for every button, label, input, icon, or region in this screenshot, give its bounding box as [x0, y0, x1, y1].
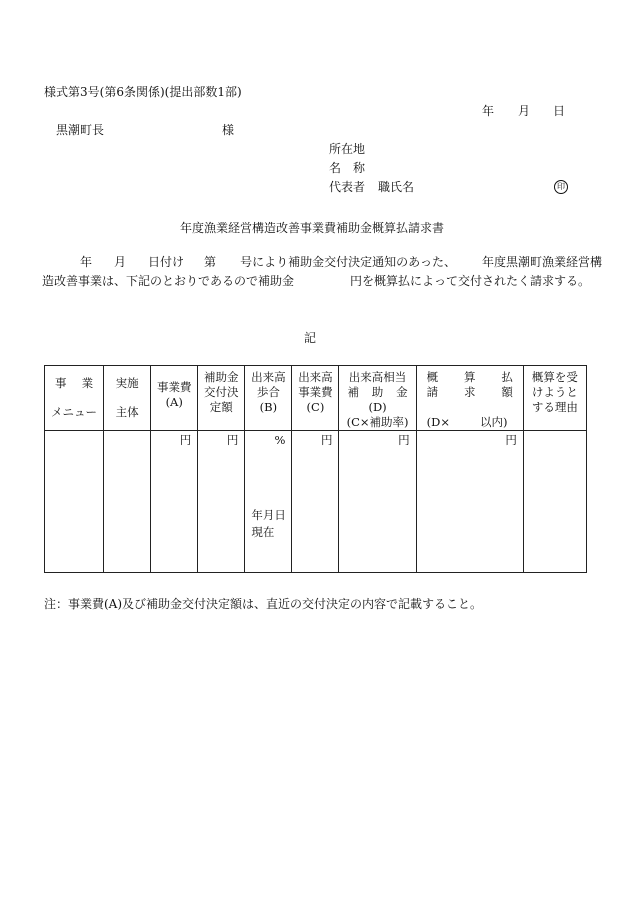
date-day-label: 日 [553, 104, 566, 118]
address-label: 所在地 [329, 142, 366, 156]
header-dekidaka-jigyohi: 出来高 事業費 (C) [292, 366, 339, 431]
document-title: 年度漁業経営構造改善事業費補助金概算払請求書 [180, 221, 445, 235]
body-year: 年 [80, 255, 93, 269]
date-year-label: 年 [482, 104, 495, 118]
cell-soto-hojokin [339, 431, 416, 573]
body-number-suffix: 号により補助金交付決定通知のあった、 [240, 255, 456, 269]
cell-jigyohi [151, 431, 198, 573]
unit-yen-soto: 円 [398, 433, 410, 447]
body-fiscal-year-text: 年度黒潮町漁業経営構造改善事業は、下記のとおりであるので補助金 [42, 255, 602, 288]
ki-heading: 記 [304, 331, 317, 345]
body-month: 月 [114, 255, 127, 269]
footnote: 注：事業費(A)及び補助金交付決定額は、直近の交付決定の内容で記載すること。 [44, 597, 483, 611]
cell-hojokin-kettei [198, 431, 245, 573]
header-jisshi-shutai: 実施 主体 [104, 366, 151, 431]
header-reason: 概算を受 けようと する理由 [523, 366, 586, 431]
unit-yen-hojokin: 円 [226, 433, 239, 447]
addressee-name: 黒潮町長 [56, 123, 105, 137]
unit-yen-dekidaka: 円 [320, 433, 333, 447]
representative-title-label: 職氏名 [378, 180, 415, 194]
header-jigyo-menu: 事 業 メニュー [45, 366, 104, 431]
cell-dekidaka-jigyohi [292, 431, 339, 573]
cell-shutai [104, 431, 151, 573]
header-gaisan-seikyu: 概 算 払 請 求 額 (D× 以内) [416, 366, 523, 431]
unit-yen-jigyohi: 円 [179, 433, 192, 447]
date-month-label: 月 [518, 104, 531, 118]
header-hojokin-kettei: 補助金 交付決 定額 [198, 366, 245, 431]
request-table [44, 365, 587, 573]
form-number: 様式第3号(第6条関係)(提出部数1部) [44, 85, 242, 99]
cell-reason [523, 431, 586, 573]
name-label: 名 称 [329, 161, 366, 175]
header-jigyohi: 事業費 (A) [151, 366, 198, 431]
addressee-honorific: 様 [222, 123, 235, 137]
header-budomari: 出来高 歩合 (B) [245, 366, 292, 431]
header-row [45, 366, 587, 431]
cell-gaisan-seikyu [416, 431, 523, 573]
unit-yen-gaisan: 円 [505, 433, 517, 447]
representative-label: 代表者 [329, 180, 366, 194]
cell-budomari [245, 431, 292, 573]
as-of-date-label: 年月日 現在 [251, 508, 286, 539]
cell-menu [45, 431, 104, 573]
body-request-text: 円を概算払によって交付されたく請求する。 [350, 274, 591, 288]
header-soto-hojokin: 出来高相当 補 助 金 (D) (C×補助率) [339, 366, 416, 431]
seal-mark: 印 [554, 180, 568, 194]
unit-percent: % [274, 433, 286, 447]
body-paragraph [42, 253, 602, 291]
body-number-prefix: 第 [204, 255, 217, 269]
data-row [45, 431, 587, 573]
body-date-suffix: 日付け [148, 255, 185, 269]
